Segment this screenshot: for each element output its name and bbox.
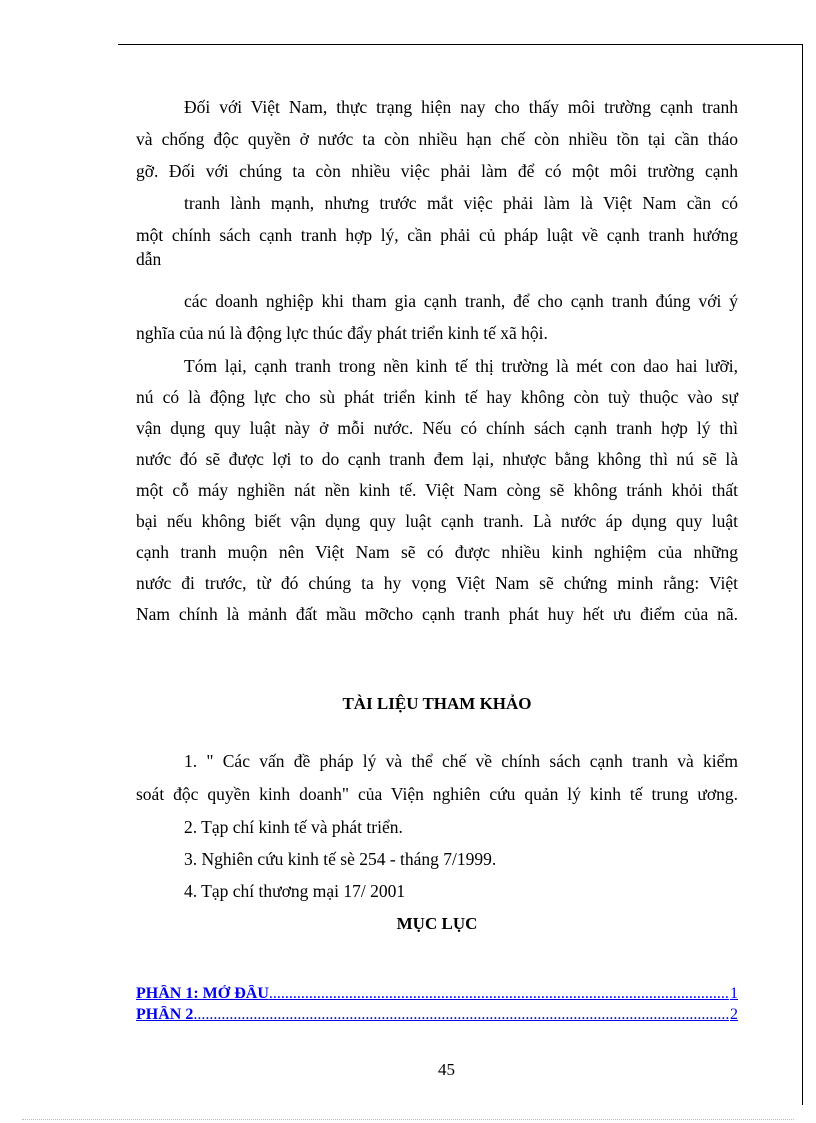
- text-line: tranh lành mạnh, nhưng trước mắt việc phải làm là Việt Nam cần có: [184, 193, 738, 213]
- text-line: Tóm lại, cạnh tranh trong nền kinh tế thị trường là mét con dao hai lưỡi,: [184, 356, 738, 376]
- reference-item: 2. Tạp chí kinh tế và phát triển.: [184, 817, 403, 837]
- toc-link-part-1[interactable]: [136, 985, 738, 1003]
- text-line: nú có là động lực cho sù phát triển kinh tế hay không còn tuỳ thuộc vào sự: [136, 387, 738, 407]
- toc-leader-dots: [269, 985, 729, 1003]
- text-line: gỡ. Đối với chúng ta còn nhiều việc phải làm để có một môi trường cạnh: [136, 161, 738, 181]
- toc-page-number: 1: [730, 985, 738, 1002]
- toc-heading: MỤC LỤC: [396, 914, 478, 933]
- toc-link-part-2[interactable]: [136, 1006, 738, 1024]
- text-line: một cỗ máy nghiền nát nền kinh tế. Việt Nam còng sẽ không tránh khỏi thất: [136, 480, 738, 500]
- references-heading: TÀI LIỆU THAM KHẢO: [342, 694, 532, 713]
- text-line: các doanh nghiệp khi tham gia cạnh tranh, để cho cạnh tranh đúng với ý: [184, 291, 738, 311]
- toc-leader-dots: [193, 1006, 729, 1024]
- page-border-right: [802, 44, 803, 1105]
- text-line: Nam chính là mảnh đất mầu mỡcho cạnh tranh phát huy hết ưu điểm của nã.: [136, 604, 738, 624]
- text-line: nước đó sẽ được lợi to do cạnh tranh đem lại, nhược bằng không thì nú sẽ là: [136, 449, 738, 469]
- reference-item: 3. Nghiên cứu kinh tế sè 254 - tháng 7/1999.: [184, 849, 497, 869]
- text-line: cạnh tranh muộn nên Việt Nam sẽ có được nhiều kinh nghiệm của những: [136, 542, 738, 562]
- page-border-top: [118, 44, 802, 45]
- text-line: Đối với Việt Nam, thực trạng hiện nay cho thấy môi trường cạnh tranh: [184, 97, 738, 117]
- reference-item: soát độc quyền kinh doanh" của Viện nghiên cứu quản lý kinh tế trung ương.: [136, 784, 738, 804]
- text-line: dẫn: [136, 249, 162, 269]
- text-line: và chống độc quyền ở nước ta còn nhiều hạn chế còn nhiều tồn tại cần tháo: [136, 129, 738, 149]
- text-line: một chính sách cạnh tranh hợp lý, cần phải củ pháp luật về cạnh tranh hướng: [136, 225, 738, 245]
- toc-page-number: 2: [730, 1006, 738, 1023]
- toc-label: PHẦN 1: MỞ ĐẦU: [136, 985, 269, 1002]
- reference-item: 1. " Các vấn đề pháp lý và thể chế về chính sách cạnh tranh và kiểm: [184, 751, 738, 771]
- page-bottom-dotted-rule: [22, 1119, 794, 1120]
- text-line: nước đi trước, từ đó chúng ta hy vọng Việt Nam sẽ chứng minh rằng: Việt: [136, 573, 738, 593]
- text-line: vận dụng quy luật này ở mỗi nước. Nếu có chính sách cạnh tranh hợp lý thì: [136, 418, 738, 438]
- page-number: 45: [438, 1060, 455, 1079]
- toc-label: PHẦN 2: [136, 1006, 194, 1023]
- text-line: nghĩa của nú là động lực thúc đẩy phát triển kinh tế xã hội.: [136, 323, 548, 343]
- text-line: bại nếu không biết vận dụng quy luật cạnh tranh. Là nước áp dụng quy luật: [136, 511, 738, 531]
- reference-item: 4. Tạp chí thương mại 17/ 2001: [184, 881, 406, 901]
